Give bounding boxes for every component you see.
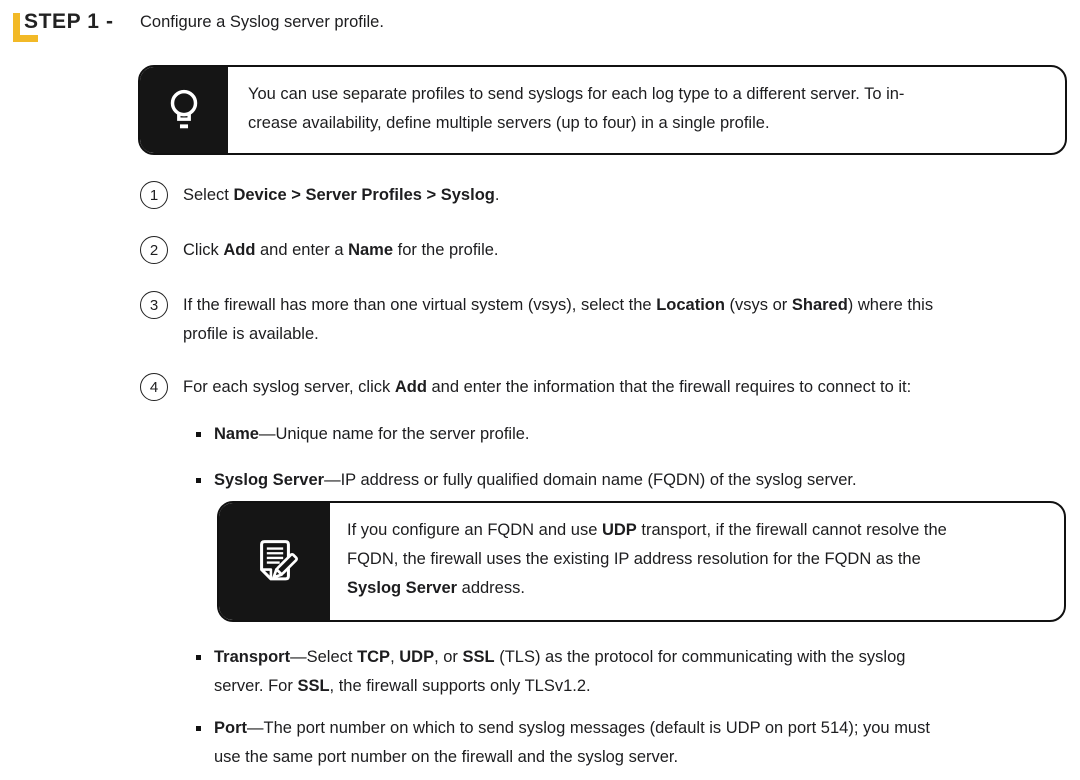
step-header xyxy=(0,0,1080,44)
bullet-text: Syslog Server—IP address or fully qualified domain name (FQDN) of the syslog server. xyxy=(214,471,857,489)
note-text: If you configure an FQDN and use UDP transport, if the firewall cannot resolve the FQDN, the firewall uses the existing IP address resolution for the FQDN as the Syslog Server address. xyxy=(347,521,947,597)
bullet-text: Name—Unique name for the server profile. xyxy=(214,425,530,443)
note-callout xyxy=(217,501,1066,622)
step-text: For each syslog server, click Add and enter the information that the firewall requires to connect to it: xyxy=(183,378,912,396)
bullet-item-transport xyxy=(196,643,1080,701)
square-bullet-icon xyxy=(196,726,201,731)
tip-callout xyxy=(138,65,1067,155)
step-text: Click Add and enter a Name for the profile. xyxy=(183,241,499,259)
step-title: Configure a Syslog server profile. xyxy=(140,13,384,31)
step-item-1 xyxy=(140,181,1080,210)
bullet-item-syslog-server xyxy=(196,466,1080,495)
step-number-badge: 1 xyxy=(140,181,168,209)
bullet-list xyxy=(0,420,1080,772)
step-item-3 xyxy=(140,291,1080,349)
square-bullet-icon xyxy=(196,432,201,437)
steps-list xyxy=(0,181,1080,402)
step-number-badge: 4 xyxy=(140,373,168,401)
step-number-badge: 3 xyxy=(140,291,168,319)
step-number-badge: 2 xyxy=(140,236,168,264)
bullet-text: Port—The port number on which to send syslog messages (default is UDP on port 514); you must use the same port number on the firewall and the syslog server. xyxy=(214,719,930,766)
step-item-4 xyxy=(140,373,1080,402)
note-pencil-icon xyxy=(219,503,330,620)
step-text: If the firewall has more than one virtual system (vsys), select the Location (vsys or Shared) where this profile is available. xyxy=(183,296,934,343)
bullet-item-port xyxy=(196,714,1080,772)
square-bullet-icon xyxy=(196,478,201,483)
tip-text: You can use separate profiles to send syslogs for each log type to a different server. To in- crease availability, define multiple servers (up to four) in a single profile. xyxy=(248,85,905,132)
step-text: Select Device > Server Profiles > Syslog. xyxy=(183,186,500,204)
lightbulb-icon xyxy=(140,67,228,153)
step-label: STEP 1 - xyxy=(24,10,114,33)
square-bullet-icon xyxy=(196,655,201,660)
bullet-text: Transport—Select TCP, UDP, or SSL (TLS) as the protocol for communicating with the syslog server. For SSL, the firewall supports only TLSv1.2. xyxy=(214,648,906,695)
step-item-2 xyxy=(140,236,1080,265)
bullet-item-name xyxy=(196,420,1080,449)
